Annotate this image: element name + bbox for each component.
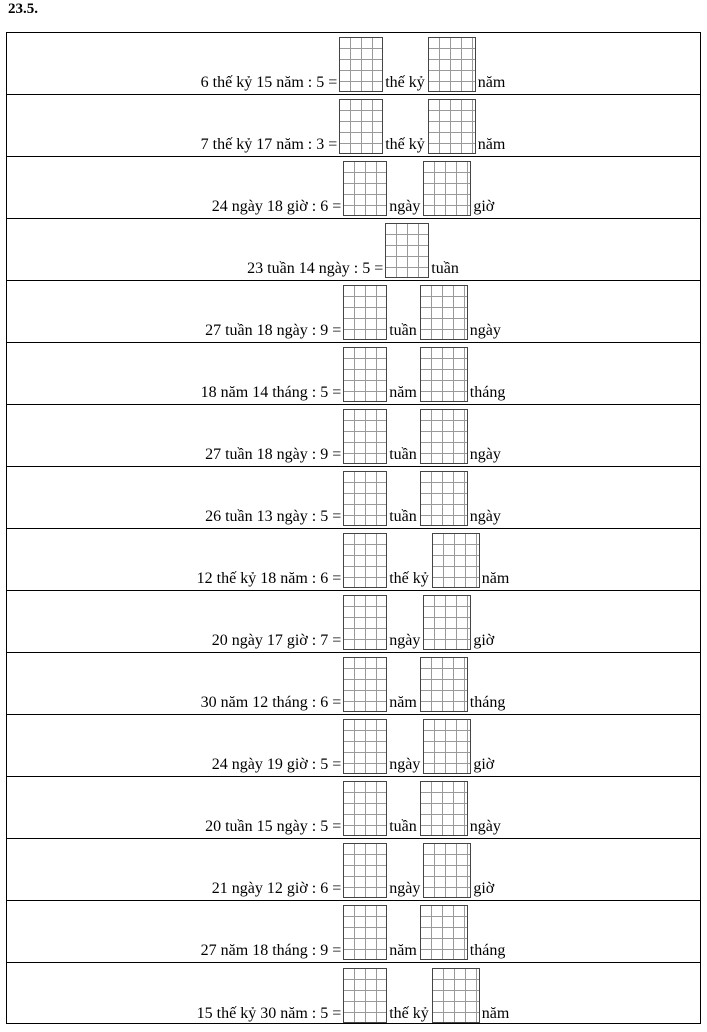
exercise-row bbox=[7, 901, 700, 963]
unit-label-1: năm bbox=[389, 942, 417, 959]
unit-label-1: ngày bbox=[389, 756, 421, 773]
answer-box-2[interactable] bbox=[420, 781, 468, 836]
division-expression: 27 năm 18 tháng : 9 = bbox=[200, 942, 342, 959]
division-expression: 30 năm 12 tháng : 6 = bbox=[200, 694, 342, 711]
answer-box-2[interactable] bbox=[420, 905, 468, 960]
unit-label-2: năm bbox=[481, 570, 510, 587]
answer-box-1[interactable] bbox=[385, 223, 429, 278]
exercise-table bbox=[6, 32, 701, 1024]
answer-box-2[interactable] bbox=[420, 409, 468, 464]
answer-box-1[interactable] bbox=[343, 595, 387, 650]
exercise-row bbox=[7, 467, 700, 529]
unit-label-1: thế kỷ bbox=[389, 1005, 429, 1022]
answer-box-1[interactable] bbox=[343, 285, 387, 340]
exercise-row bbox=[7, 839, 700, 901]
division-expression: 26 tuần 13 ngày : 5 = bbox=[205, 508, 342, 525]
exercise-row bbox=[7, 591, 700, 653]
division-expression: 21 ngày 12 giờ : 6 = bbox=[211, 880, 342, 897]
answer-box-2[interactable] bbox=[423, 843, 471, 898]
unit-label-2: ngày bbox=[469, 322, 501, 339]
answer-box-2[interactable] bbox=[420, 657, 468, 712]
unit-label-2: năm bbox=[477, 136, 506, 153]
answer-box-2[interactable] bbox=[423, 595, 471, 650]
answer-box-1[interactable] bbox=[339, 99, 383, 154]
unit-label-1: tuần bbox=[389, 446, 417, 463]
unit-label-1: tuần bbox=[389, 322, 417, 339]
unit-label-2: tháng bbox=[469, 384, 506, 401]
exercise-row bbox=[7, 963, 700, 1025]
unit-label-1: tuần bbox=[389, 818, 417, 835]
unit-label-1: năm bbox=[389, 384, 417, 401]
exercise-row bbox=[7, 777, 700, 839]
unit-label-2: tháng bbox=[469, 942, 506, 959]
division-expression: 27 tuần 18 ngày : 9 = bbox=[205, 322, 342, 339]
division-expression: 6 thế kỷ 15 năm : 5 = bbox=[200, 74, 338, 91]
unit-label-1: tuần bbox=[389, 508, 417, 525]
exercise-row bbox=[7, 529, 700, 591]
unit-label-1: ngày bbox=[389, 632, 421, 649]
answer-box-2[interactable] bbox=[432, 968, 480, 1023]
answer-box-2[interactable] bbox=[420, 471, 468, 526]
unit-label-1: ngày bbox=[389, 880, 421, 897]
answer-box-2[interactable] bbox=[428, 99, 476, 154]
answer-box-2[interactable] bbox=[420, 347, 468, 402]
answer-box-2[interactable] bbox=[432, 533, 480, 588]
unit-label-1: ngày bbox=[389, 198, 421, 215]
answer-box-1[interactable] bbox=[343, 719, 387, 774]
division-expression: 20 ngày 17 giờ : 7 = bbox=[211, 632, 342, 649]
unit-label-1: thế kỷ bbox=[389, 570, 429, 587]
answer-box-1[interactable] bbox=[343, 905, 387, 960]
exercise-row bbox=[7, 95, 700, 157]
answer-box-1[interactable] bbox=[343, 657, 387, 712]
answer-box-1[interactable] bbox=[343, 161, 387, 216]
unit-label-2: ngày bbox=[469, 818, 501, 835]
answer-box-2[interactable] bbox=[423, 161, 471, 216]
unit-label-2: ngày bbox=[469, 508, 501, 525]
exercise-row bbox=[7, 219, 700, 281]
answer-box-1[interactable] bbox=[343, 843, 387, 898]
answer-box-1[interactable] bbox=[339, 37, 383, 92]
answer-box-1[interactable] bbox=[343, 347, 387, 402]
exercise-row bbox=[7, 157, 700, 219]
exercise-row bbox=[7, 343, 700, 405]
division-expression: 18 năm 14 tháng : 5 = bbox=[200, 384, 342, 401]
unit-label-1: thế kỷ bbox=[385, 136, 425, 153]
answer-box-2[interactable] bbox=[428, 37, 476, 92]
unit-label-2: giờ bbox=[473, 756, 495, 773]
division-expression: 27 tuần 18 ngày : 9 = bbox=[205, 446, 342, 463]
unit-label-2: giờ bbox=[473, 632, 495, 649]
unit-label-2: năm bbox=[477, 74, 506, 91]
division-expression: 15 thế kỷ 30 năm : 5 = bbox=[196, 1005, 342, 1022]
unit-label-1: tuần bbox=[431, 260, 459, 277]
exercise-row bbox=[7, 33, 700, 95]
answer-box-1[interactable] bbox=[343, 409, 387, 464]
answer-box-1[interactable] bbox=[343, 533, 387, 588]
unit-label-1: thế kỷ bbox=[385, 74, 425, 91]
answer-box-2[interactable] bbox=[423, 719, 471, 774]
exercise-row bbox=[7, 653, 700, 715]
unit-label-1: năm bbox=[389, 694, 417, 711]
division-expression: 20 tuần 15 ngày : 5 = bbox=[205, 818, 342, 835]
unit-label-2: năm bbox=[481, 1005, 510, 1022]
exercise-row bbox=[7, 715, 700, 777]
answer-box-1[interactable] bbox=[343, 471, 387, 526]
answer-box-1[interactable] bbox=[343, 781, 387, 836]
answer-box-1[interactable] bbox=[343, 968, 387, 1023]
division-expression: 23 tuần 14 ngày : 5 = bbox=[247, 260, 384, 277]
exercise-row bbox=[7, 405, 700, 467]
unit-label-2: giờ bbox=[473, 880, 495, 897]
unit-label-2: ngày bbox=[469, 446, 501, 463]
unit-label-2: tháng bbox=[469, 694, 506, 711]
division-expression: 24 ngày 18 giờ : 6 = bbox=[211, 198, 342, 215]
exercise-heading: 23.5. bbox=[8, 1, 38, 17]
answer-box-2[interactable] bbox=[420, 285, 468, 340]
division-expression: 7 thế kỷ 17 năm : 3 = bbox=[200, 136, 338, 153]
exercise-row bbox=[7, 281, 700, 343]
unit-label-2: giờ bbox=[473, 198, 495, 215]
division-expression: 24 ngày 19 giờ : 5 = bbox=[211, 756, 342, 773]
division-expression: 12 thế kỷ 18 năm : 6 = bbox=[196, 570, 342, 587]
